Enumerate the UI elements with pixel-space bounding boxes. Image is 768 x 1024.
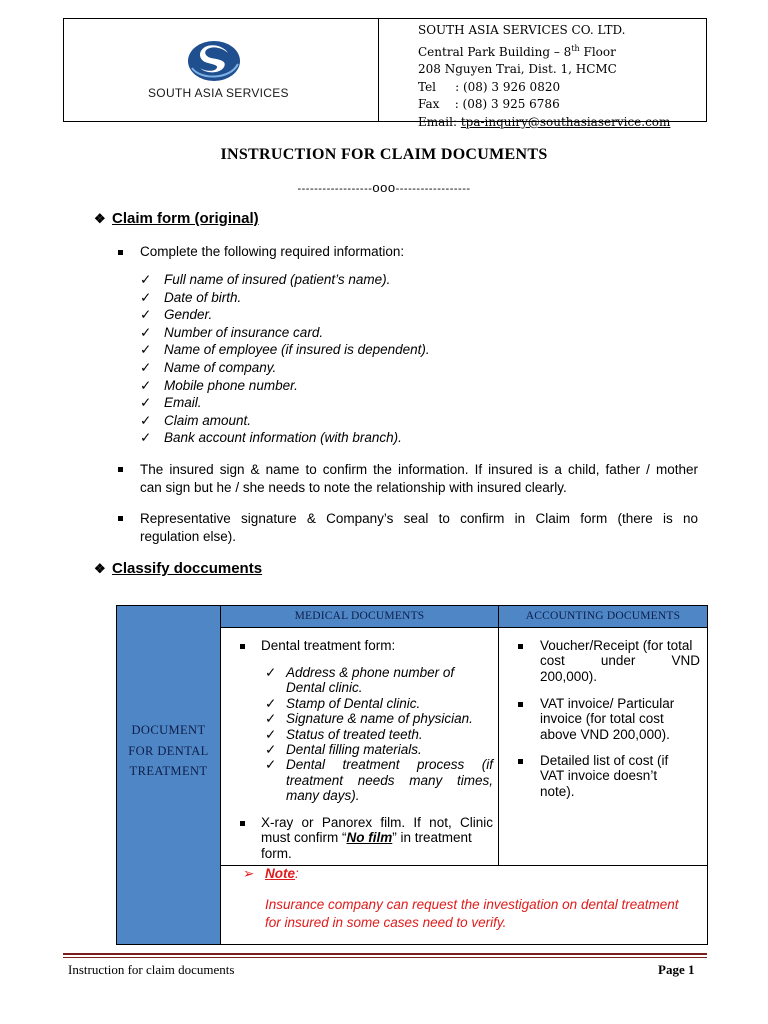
square-bullet-icon [118,516,123,521]
checkmark-icon: ✓ [140,377,152,393]
letterhead-divider [378,18,379,122]
checkmark-icon: ✓ [140,289,152,305]
bullet-insured-sign: The insured sign & name to confirm the information. If insured is a child, father / mother can sign but he / she needs to note the relationship with insured clearly. [140,462,698,495]
row-label-dental-treatment: DOCUMENT FOR DENTAL TREATMENT [128,723,209,778]
checkmark-icon: ✓ [265,757,277,773]
checkmark-icon: ✓ [140,342,152,358]
note-label: Note: [265,866,299,881]
page-number: Page 1 [658,962,695,977]
dental-treatment-form-bullet: Dental treatment form: [261,638,396,653]
dental-checklist-item: ✓ Dental treatment process (if treatment needs many times, many days). [265,757,493,804]
checklist-item: ✓ Bank account information (with branch). [140,430,402,446]
dental-form-checklist [265,665,493,804]
dental-checklist-item: ✓ Dental filling materials. [265,742,422,758]
square-bullet-icon [518,702,523,707]
dental-checklist-item: ✓ Status of treated teeth. [265,726,423,742]
square-bullet-icon [240,821,245,826]
accounting-vat-invoice: VAT invoice/ Particular invoice (for total cost above VND 200,000). [540,696,675,742]
dental-checklist-item: ✓ Stamp of Dental clinic. [265,695,421,711]
bullet-representative-signature: Representative signature & Company’s seal to confirm in Claim form (there is no regulation else). [140,511,698,544]
checklist-item: ✓ Gender. [140,307,213,323]
table-grid-line [220,627,708,628]
required-info-checklist [140,271,430,447]
company-name: SOUTH ASIA SERVICES CO. LTD. [418,23,626,37]
checkmark-icon: ✓ [140,430,152,446]
checklist-item: ✓ Number of insurance card. [140,324,324,340]
footer-rule [63,953,707,955]
bullet-complete-info: Complete the following required information: [140,244,405,259]
square-bullet-icon [118,250,123,255]
dental-checklist-item: ✓ Signature & name of physician. [265,711,473,727]
checklist-item: ✓ Name of employee (if insured is dependent). [140,342,430,358]
company-tel: Tel : (08) 3 926 0820 [418,79,561,94]
checklist-item: ✓ Claim amount. [140,412,252,428]
checkmark-icon: ✓ [265,711,277,727]
accounting-voucher: Voucher/Receipt (for total cost under VND 200,000). [540,638,700,684]
company-address-line1: Central Park Building – 8th Floor [418,43,616,59]
document-title: INSTRUCTION FOR CLAIM DOCUMENTS [220,146,548,163]
company-address-line2: 208 Nguyen Trai, Dist. 1, HCMC [418,62,617,77]
square-bullet-icon [240,644,245,649]
checklist-item: ✓ Full name of insured (patient’s name). [140,272,391,287]
checkmark-icon: ✓ [140,395,152,411]
checklist-item: ✓ Name of company. [140,359,277,375]
company-fax: Fax : (08) 3 925 6786 [418,97,560,112]
checkmark-icon: ✓ [140,324,152,340]
logo-wordmark: SOUTH ASIA SERVICES [148,86,289,100]
dental-checklist-item: ✓ Address & phone number of Dental clinic. [265,665,455,696]
company-email: Email: tpa-inquiry@southasiaservice.com [418,114,671,129]
checkmark-icon: ✓ [140,412,152,428]
footer-document-title: Instruction for claim documents [68,962,235,977]
column-header-accounting: ACCOUNTING DOCUMENTS [499,606,707,627]
column-header-medical: MEDICAL DOCUMENTS [221,606,498,627]
diamond-bullet-icon: ❖ [94,211,106,226]
checklist-item: ✓ Mobile phone number. [140,377,298,393]
square-bullet-icon [518,759,523,764]
square-bullet-icon [118,467,123,472]
checkmark-icon: ✓ [140,359,152,375]
checklist-item: ✓ Date of birth. [140,289,242,305]
accounting-detailed-list: Detailed list of cost (if VAT invoice doesn’t note). [540,753,669,799]
company-contact-block [418,22,670,132]
checkmark-icon: ✓ [265,665,277,680]
note-text: Insurance company can request the investigation on dental treatment for insured in some cases need to verify. [265,897,679,930]
note-arrow-icon: ➢ [243,866,255,881]
table-grid-line [498,605,499,866]
square-bullet-icon [518,644,523,649]
checkmark-icon: ✓ [265,726,277,742]
section-heading-claim-form: ❖ Claim form (original) [94,210,259,227]
table-grid-line [220,605,221,945]
email-link[interactable]: tpa-inquiry@southasiaservice.com [460,114,671,129]
checkmark-icon: ✓ [265,695,277,711]
checklist-item: ✓ Email. [140,395,202,411]
checkmark-icon: ✓ [140,272,152,287]
checkmark-icon: ✓ [140,307,152,323]
diamond-bullet-icon: ❖ [94,561,106,576]
title-divider: ------------------ooo------------------ [297,180,471,195]
checkmark-icon: ✓ [265,742,277,758]
xray-bullet: X-ray or Panorex film. If not, Clinic must confirm “No film” in treatment form. [261,815,493,861]
footer-rule [63,957,707,958]
section-heading-classify: ❖ Classify doccuments [94,560,263,577]
company-logo-icon [186,40,242,82]
